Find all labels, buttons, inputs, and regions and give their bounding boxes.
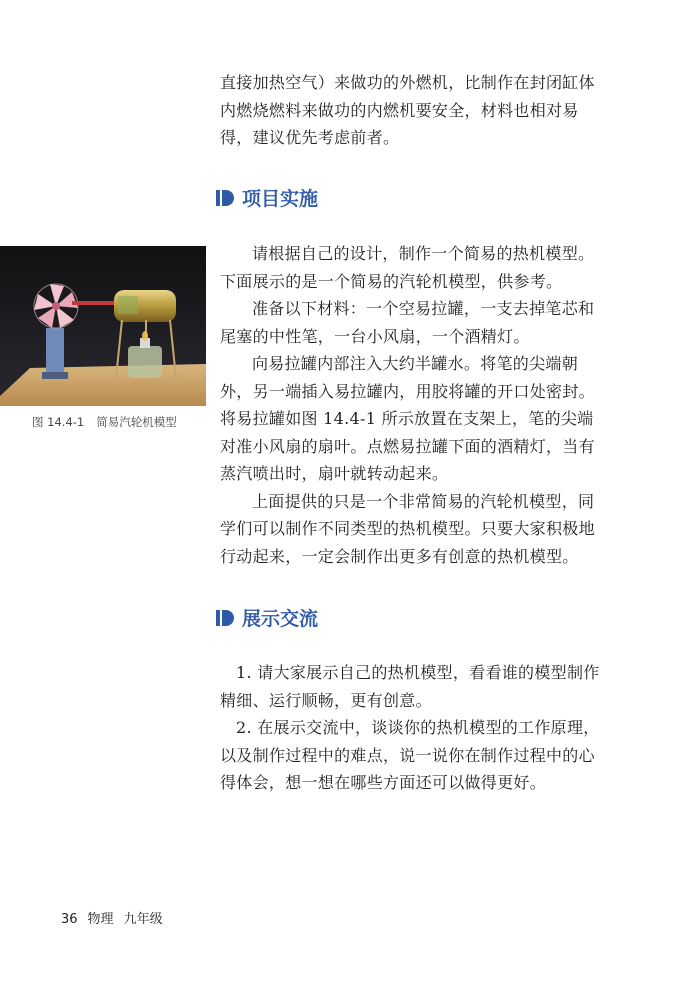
paragraph: 向易拉罐内部注入大约半罐水。将笔的尖端朝外，另一端插入易拉罐内，用胶将罐的开口处密封。将易拉罐如图 14.4-1 所示放置在支架上，笔的尖端对准小风扇的扇叶。点燃易拉罐下面的酒精灯，当有蒸汽喷出时，扇叶就转动起来。 [220, 354, 595, 483]
section-heading-implementation [216, 184, 318, 211]
list-item: 1. 请大家展示自己的热机模型，看看谁的模型制作精细、运行顺畅，更有创意。 [220, 663, 600, 710]
list-item: 2. 在展示交流中，谈谈你的热机模型的工作原理，以及制作过程中的难点，说一说你在制作过程中的心得体会，想一想在哪些方面还可以做得更好。 [220, 718, 600, 792]
paragraph: 上面提供的只是一个非常简易的汽轮机模型，同学们可以制作不同类型的热机模型。只要大家积极地行动起来，一定会制作出更多有创意的热机模型。 [220, 491, 595, 566]
intro-block [220, 69, 608, 152]
figure-title: 简易汽轮机模型 [96, 415, 177, 429]
section-heading-exchange [216, 604, 318, 631]
exchange-body [220, 659, 608, 797]
footer-subject: 物理 [87, 912, 114, 927]
implementation-body [220, 240, 608, 570]
section-marker-icon [216, 188, 234, 208]
figure-caption [32, 414, 177, 430]
paragraph: 准备以下材料：一个空易拉罐，一支去掉笔芯和尾塞的中性笔，一台小风扇，一个酒精灯。 [220, 299, 595, 346]
turbine-model-photo [0, 246, 206, 406]
page-number: 36 [61, 912, 78, 927]
footer-grade: 九年级 [123, 912, 163, 927]
page-footer [61, 908, 163, 927]
intro-paragraph: 直接加热空气）来做功的外燃机，比制作在封闭缸体内燃烧燃料来做功的内燃机要安全，材料也相对易得，建议优先考虑前者。 [220, 73, 595, 147]
figure-number: 图 14.4-1 [32, 415, 85, 429]
paragraph: 请根据自己的设计，制作一个简易的热机模型。下面展示的是一个简易的汽轮机模型，供参考。 [220, 244, 595, 291]
section-title: 项目实施 [242, 188, 319, 210]
figure-photo [0, 246, 206, 406]
section-marker-icon [216, 608, 234, 628]
section-title: 展示交流 [242, 608, 319, 630]
